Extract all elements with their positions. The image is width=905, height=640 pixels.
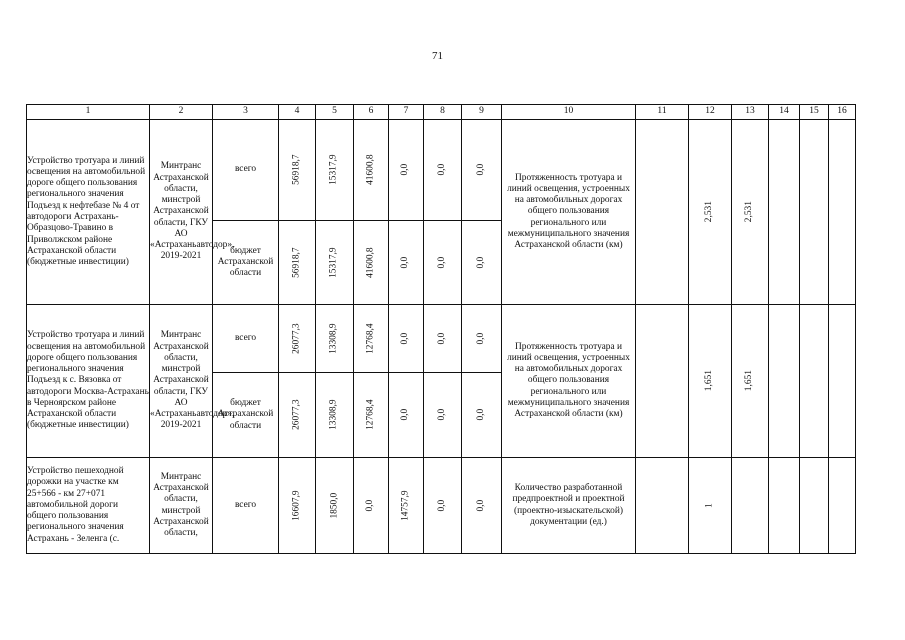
empty-cell: [800, 305, 829, 458]
col-header: 11: [636, 105, 689, 120]
table-row: [27, 120, 856, 221]
value-text: 15317,9: [328, 154, 339, 186]
value-text: 0,0: [436, 499, 447, 512]
funding-source: всего: [213, 305, 279, 373]
value-cell: [279, 305, 316, 373]
value-cell: [316, 305, 354, 373]
indicator-name: Протяженность тротуара и линий освещения, устроенных на автомобильных дорогах общего пользования регионального или межмуниципального значения Астраханской области (км): [502, 305, 636, 458]
value-text: 0,0: [400, 256, 411, 269]
value-text: 56918,7: [291, 247, 302, 278]
value-text: 41600,8: [365, 154, 376, 186]
col-header: 5: [316, 105, 354, 120]
value-text: 13308,9: [328, 323, 339, 354]
value-cell: [354, 458, 389, 554]
value-cell: [279, 458, 316, 554]
value-text: 1: [704, 503, 715, 508]
value-cell: [279, 373, 316, 458]
value-cell: [389, 120, 424, 221]
value-text: 1,651: [744, 370, 755, 392]
value-text: 0,0: [400, 332, 411, 345]
value-cell: [389, 221, 424, 305]
value-text: 0,0: [400, 409, 411, 421]
value-text: 1850,0: [328, 492, 339, 519]
value-text: 0,0: [436, 409, 447, 421]
value-text: 56918,7: [291, 154, 302, 186]
table-row: [27, 305, 856, 373]
col-header: 3: [213, 105, 279, 120]
empty-cell: [769, 458, 800, 554]
col-header: 2: [150, 105, 213, 120]
col-header: 8: [424, 105, 462, 120]
value-cell: [389, 305, 424, 373]
value-text: 0,0: [365, 499, 376, 512]
value-cell: [279, 221, 316, 305]
value-text: 0,0: [436, 164, 447, 176]
value-cell: [424, 458, 462, 554]
measure-name: Устройство тротуара и линий освещения на автомобильной дороге общего пользования регионального значения Подъезд к нефтебазе № 4 от автодороги Астрахань-Образцово-Травино в Приволжском районе Астраханской области (бюджетные инвестиции): [27, 120, 150, 305]
empty-cell: [636, 120, 689, 305]
value-cell: [462, 221, 502, 305]
measure-name: Устройство пешеходной дорожки на участке км 25+566 - км 27+071 автомобильной дороги общего пользования регионального значения Астрахань - Зеленга (с.: [27, 458, 150, 554]
value-cell: [424, 305, 462, 373]
value-cell: [354, 305, 389, 373]
value-text: 41600,8: [365, 247, 376, 278]
value-text: 0,0: [436, 332, 447, 345]
value-cell: [316, 221, 354, 305]
value-text: 0,0: [475, 332, 486, 345]
value-text: 26077,3: [291, 323, 302, 354]
value-cell: [424, 221, 462, 305]
value-cell: [316, 120, 354, 221]
value-text: 2,531: [744, 201, 755, 223]
value-cell: [354, 221, 389, 305]
value-text: 0,0: [400, 164, 411, 176]
funding-source: всего: [213, 120, 279, 221]
value-cell: [389, 458, 424, 554]
empty-cell: [829, 305, 856, 458]
value-text: 2,531: [704, 201, 715, 223]
table-row: [27, 458, 856, 554]
empty-cell: [769, 120, 800, 305]
value-text: 0,0: [475, 164, 486, 176]
value-cell: [462, 373, 502, 458]
value-text: 1,651: [704, 370, 715, 392]
value-cell: [689, 120, 732, 305]
value-text: 13308,9: [328, 399, 339, 431]
program-table: [26, 104, 856, 554]
funding-source: всего: [213, 458, 279, 554]
value-cell: [462, 305, 502, 373]
value-text: 0,0: [475, 499, 486, 512]
value-cell: [354, 120, 389, 221]
empty-cell: [829, 458, 856, 554]
value-text: 26077,3: [291, 399, 302, 431]
executor: Минтранс Астраханской области, минстрой Астраханской области, ГКУ АО «Астраханьавтодор», 2019-2021: [150, 305, 213, 458]
value-cell: [316, 458, 354, 554]
value-text: 0,0: [475, 409, 486, 421]
empty-cell: [636, 305, 689, 458]
value-cell: [689, 305, 732, 458]
col-header: 15: [800, 105, 829, 120]
executor: Минтранс Астраханской области, минстрой Астраханской области, ГКУ АО «Астраханьавтодор», 2019-2021: [150, 120, 213, 305]
col-header: 14: [769, 105, 800, 120]
indicator-name: Протяженность тротуара и линий освещения, устроенных на автомобильных дорогах общего пользования регионального или межмуниципального значения Астраханской области (км): [502, 120, 636, 305]
col-header: 12: [689, 105, 732, 120]
value-cell: [316, 373, 354, 458]
value-text: 0,0: [475, 256, 486, 269]
empty-cell: [769, 305, 800, 458]
col-header: 6: [354, 105, 389, 120]
col-header: 4: [279, 105, 316, 120]
empty-cell: [800, 458, 829, 554]
value-cell: [462, 120, 502, 221]
executor: Минтранс Астраханской области, минстрой Астраханской области,: [150, 458, 213, 554]
value-cell: [424, 120, 462, 221]
col-header: 9: [462, 105, 502, 120]
col-header: 10: [502, 105, 636, 120]
funding-source: бюджет Астраханской области: [213, 221, 279, 305]
value-cell: [389, 373, 424, 458]
value-cell: [462, 458, 502, 554]
empty-cell: [636, 458, 689, 554]
col-header: 7: [389, 105, 424, 120]
value-text: 0,0: [436, 256, 447, 269]
empty-cell: [800, 120, 829, 305]
col-header: 13: [732, 105, 769, 120]
value-cell: [354, 373, 389, 458]
page-number: 71: [432, 50, 443, 62]
col-header: 1: [27, 105, 150, 120]
column-number-row: [27, 105, 856, 120]
indicator-name: Количество разработанной предпроектной и проектной (проектно-изыскательской) документации (ед.): [502, 458, 636, 554]
value-cell: [732, 305, 769, 458]
empty-cell: [732, 458, 769, 554]
value-text: 15317,9: [328, 247, 339, 278]
value-cell: [424, 373, 462, 458]
value-cell: [732, 120, 769, 305]
value-cell: [279, 120, 316, 221]
value-cell: [689, 458, 732, 554]
measure-name: Устройство тротуара и линий освещения на автомобильной дороге общего пользования регионального значения Подъезд к с. Вязовка от автодороги Москва-Астрахань в Черноярском районе Астраханской области (бюджетные инвестиции): [27, 305, 150, 458]
col-header: 16: [829, 105, 856, 120]
funding-source: бюджет Астраханской области: [213, 373, 279, 458]
empty-cell: [829, 120, 856, 305]
value-text: 12768,4: [365, 323, 376, 354]
value-text: 16607,9: [291, 490, 302, 521]
value-text: 12768,4: [365, 399, 376, 431]
value-text: 14757,9: [400, 490, 411, 521]
